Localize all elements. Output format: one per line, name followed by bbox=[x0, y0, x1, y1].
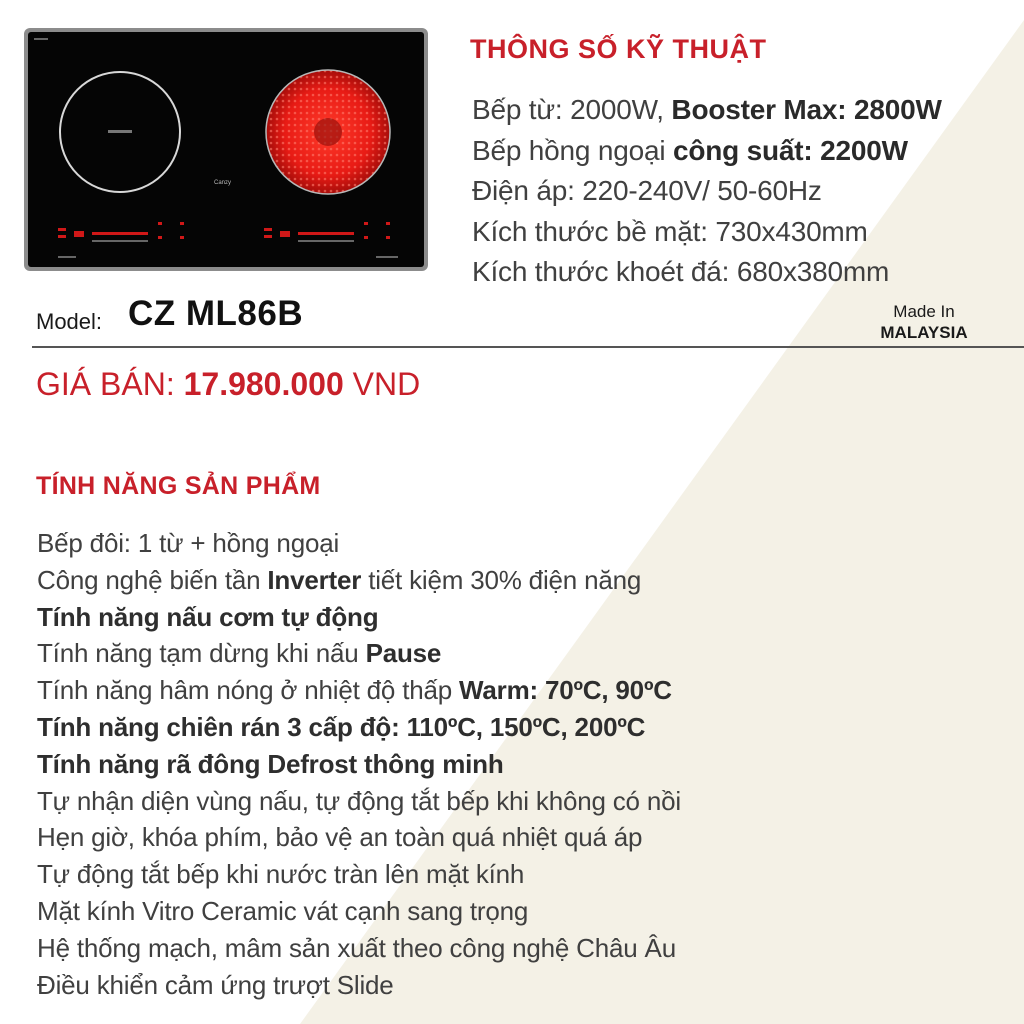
feature-text: Tính năng hâm nóng ở nhiệt độ thấp bbox=[37, 675, 460, 706]
cooktop-glass bbox=[28, 32, 424, 267]
feature-text: Tính năng nấu cơm tự động bbox=[37, 601, 379, 632]
feature-item bbox=[37, 856, 997, 893]
feature-item bbox=[37, 930, 997, 967]
feature-text: Mặt kính Vitro Ceramic vát cạnh sang trọng bbox=[37, 895, 529, 926]
feature-text: tiết kiệm 30% điện năng bbox=[361, 564, 642, 595]
feature-text: Điều khiển cảm ứng trượt Slide bbox=[37, 969, 394, 1000]
divider bbox=[32, 346, 1024, 348]
feature-item bbox=[37, 967, 997, 1004]
spec-line: Kích thước khoét đá: 680x380mm bbox=[472, 256, 890, 287]
feature-item bbox=[37, 819, 997, 856]
model-label: Model: bbox=[36, 309, 103, 334]
made-in-top: Made In bbox=[893, 302, 955, 321]
price-currency: VND bbox=[343, 366, 421, 402]
spec-title: THÔNG SỐ KỸ THUẬT bbox=[470, 34, 767, 64]
feature-item bbox=[37, 672, 997, 709]
feature-text: Pause bbox=[365, 638, 442, 669]
feature-text: Warm: 70ºC, 90ºC bbox=[459, 675, 672, 706]
feature-text: Tự động tắt bếp khi nước tràn lên mặt kính bbox=[37, 859, 525, 890]
spec-line: Kích thước bề mặt: 730x430mm bbox=[472, 215, 868, 247]
cooktop-illustration bbox=[28, 32, 424, 267]
spec-line: Bếp hồng ngoại công suất: 2200W bbox=[472, 134, 908, 166]
price-amount: 17.980.000 bbox=[183, 366, 344, 402]
feature-item bbox=[37, 562, 997, 599]
feature-item bbox=[37, 783, 997, 820]
feature-item bbox=[37, 525, 997, 562]
brand-mark: Canzy bbox=[214, 180, 232, 186]
feature-item bbox=[37, 746, 997, 783]
price bbox=[36, 366, 420, 403]
feature-text: Hệ thống mạch, mâm sản xuất theo công nghệ Châu Âu bbox=[37, 932, 676, 963]
spec-line: Điện áp: 220-240V/ 50-60Hz bbox=[472, 175, 822, 206]
feature-item bbox=[37, 599, 997, 636]
features-title: TÍNH NĂNG SẢN PHẨM bbox=[36, 472, 321, 500]
features-list bbox=[37, 525, 997, 1003]
feature-text: Tự nhận diện vùng nấu, tự động tắt bếp khi không có nồi bbox=[37, 785, 681, 816]
feature-text: Tính năng rã đông Defrost thông minh bbox=[37, 748, 504, 779]
feature-text: Hẹn giờ, khóa phím, bảo vệ an toàn quá nhiệt quá áp bbox=[37, 822, 643, 853]
spec-line: Bếp từ: 2000W, Booster Max: 2800W bbox=[472, 94, 942, 125]
feature-item bbox=[37, 893, 997, 930]
feature-text: Tính năng tạm dừng khi nấu bbox=[37, 638, 366, 669]
price-label: GIÁ BÁN: bbox=[36, 366, 184, 402]
made-in-badge bbox=[876, 302, 972, 344]
made-in-country: MALAYSIA bbox=[880, 323, 968, 342]
feature-text: Công nghệ biến tần bbox=[37, 564, 268, 595]
feature-item bbox=[37, 635, 997, 672]
feature-text: Inverter bbox=[267, 564, 362, 595]
spec-list bbox=[472, 90, 1024, 293]
cooktop-image bbox=[24, 28, 428, 271]
model-value: CZ ML86B bbox=[128, 294, 304, 333]
feature-item bbox=[37, 709, 997, 746]
feature-text: Tính năng chiên rán 3 cấp độ: 110ºC, 150ºC, 200ºC bbox=[37, 711, 646, 742]
feature-text: Bếp đôi: 1 từ + hồng ngoại bbox=[37, 528, 340, 558]
